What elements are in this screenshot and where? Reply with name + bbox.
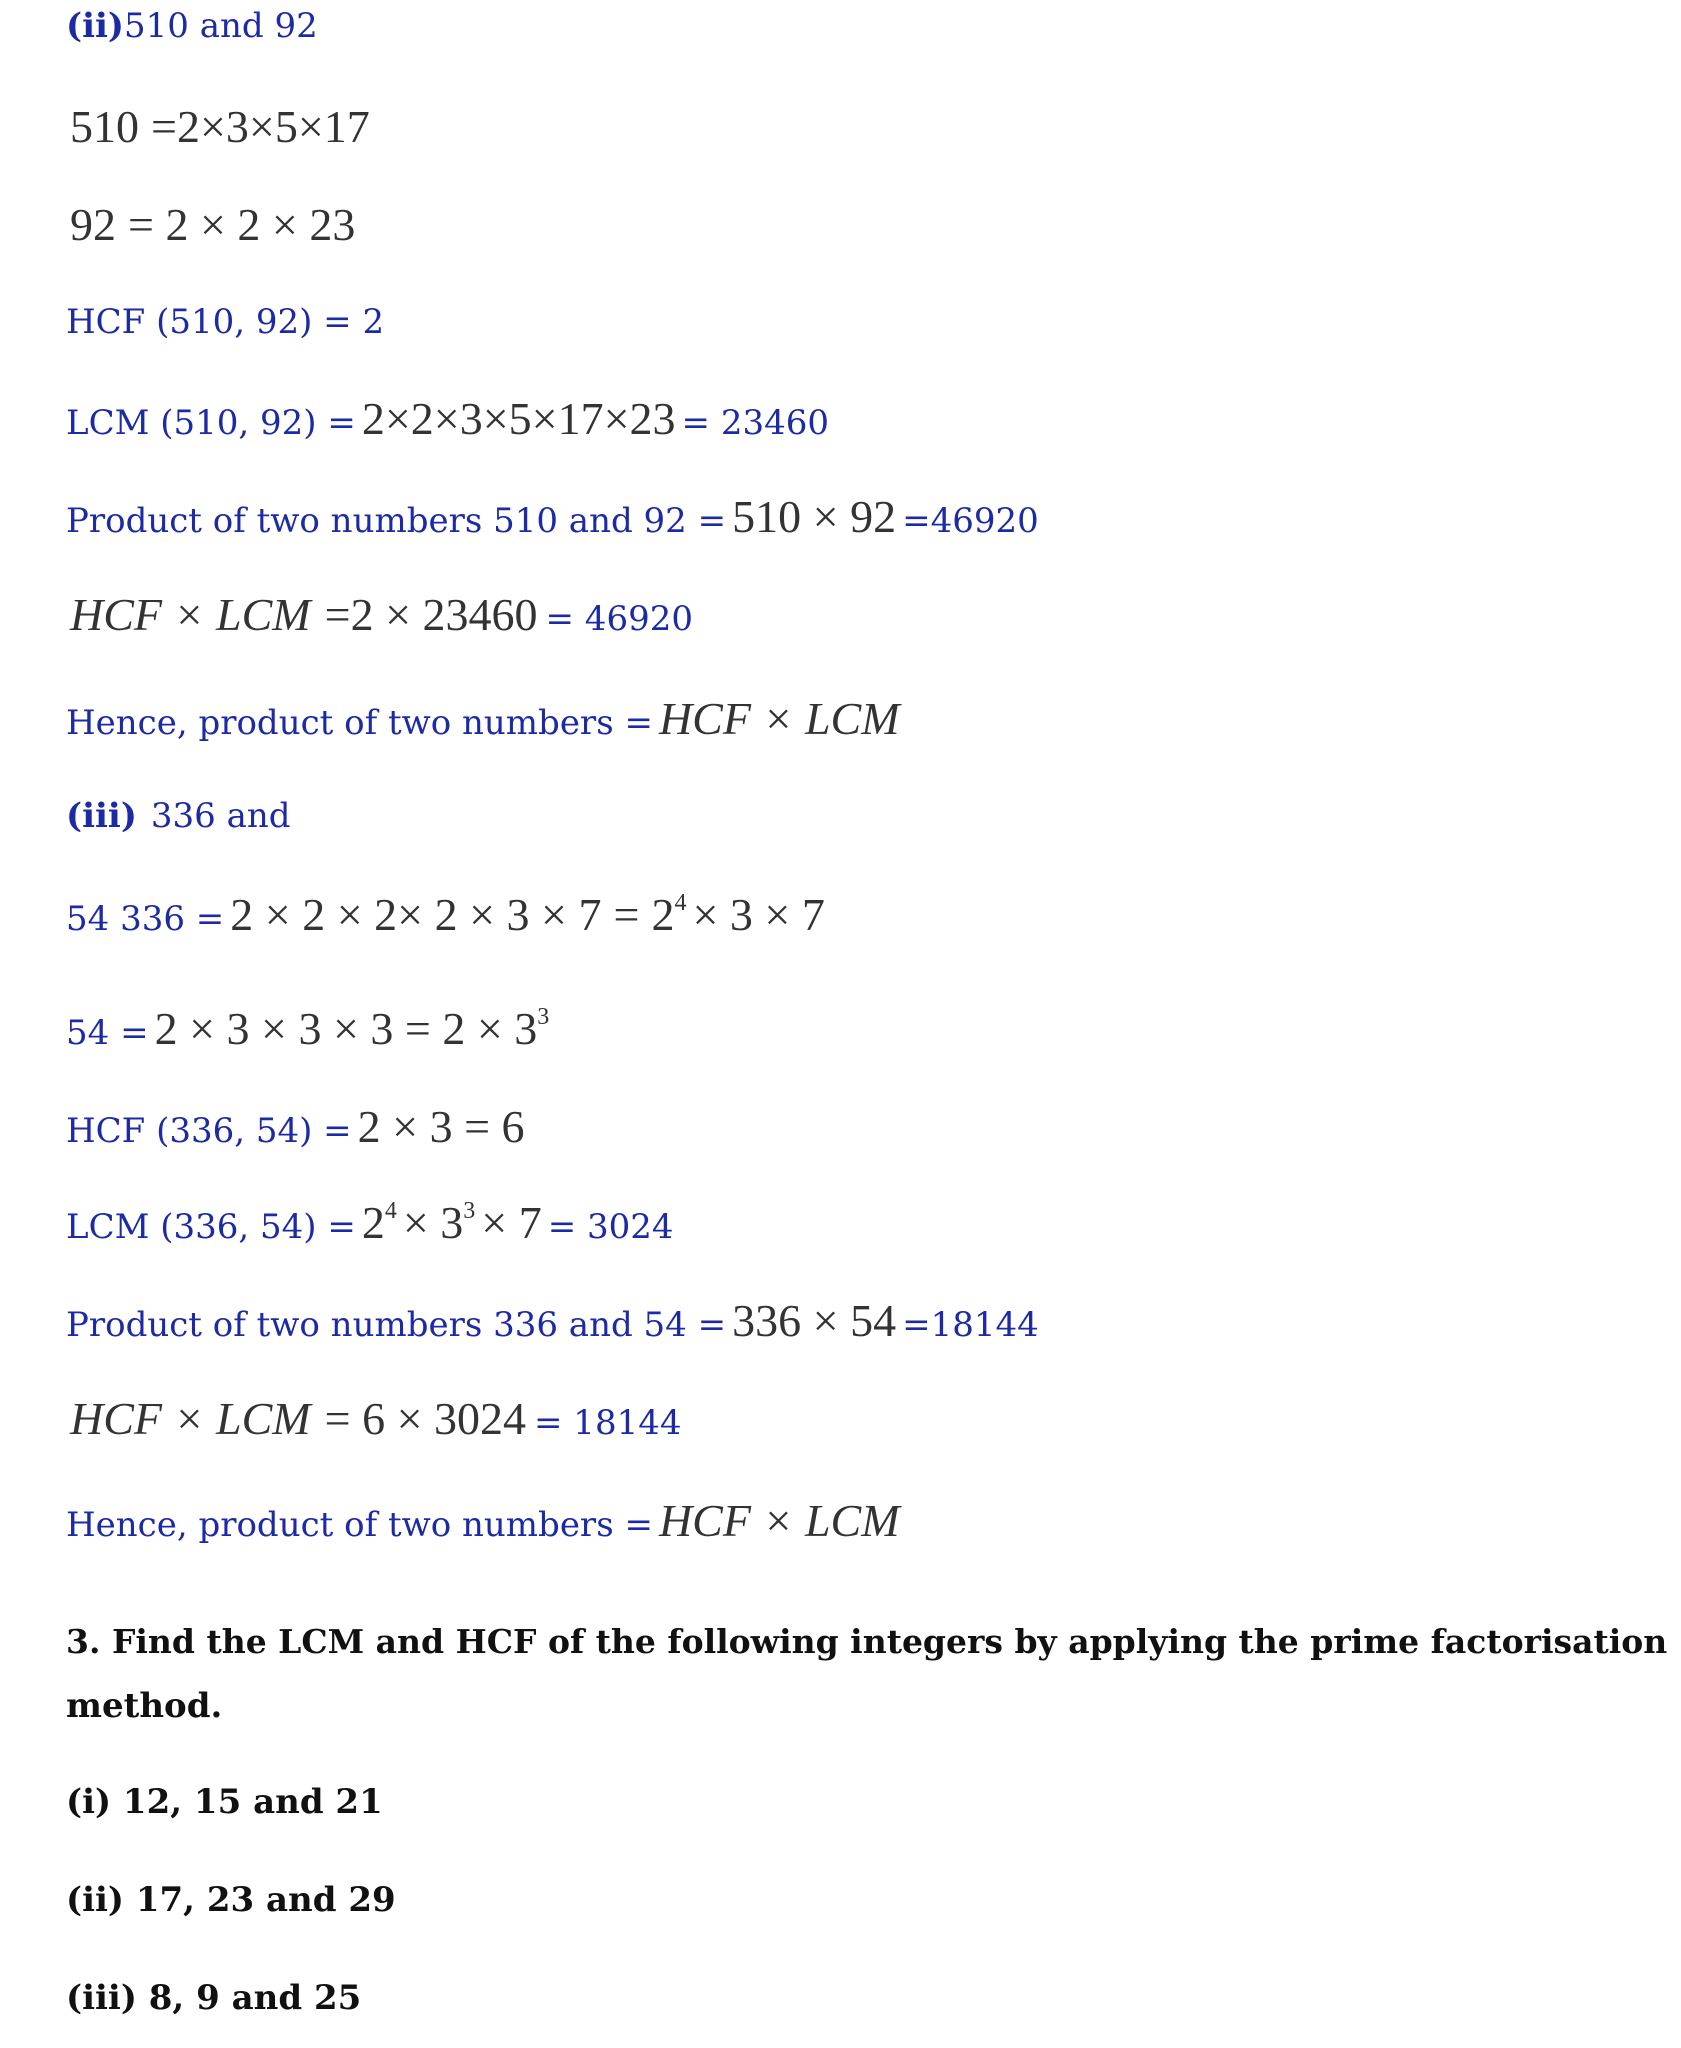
hcf-times-lcm-result-ii: = 46920 xyxy=(545,599,693,639)
part-iii-label: (iii) xyxy=(66,796,137,836)
factorisation-54-label: 54 = xyxy=(66,1013,149,1053)
product-510-92 xyxy=(66,490,1039,543)
hcf-336-54 xyxy=(66,1100,531,1153)
factorisation-336-base: $2^4$ xyxy=(651,889,687,940)
lcm-336-54-exponent-1: 4 xyxy=(384,1198,397,1224)
factorisation-54-expr: $2 \times 3 \times 3 \times 3 = 2 \times 3^3$ xyxy=(154,1003,550,1054)
lcm-510-92-label: LCM (510, 92) = xyxy=(66,403,356,443)
hcf-times-lcm-expr-ii: HCF × LCM xyxy=(70,589,311,640)
factorisation-336 xyxy=(66,888,831,941)
hcf-times-lcm-calc-iii: = 6 × 3024 xyxy=(324,1393,527,1444)
hcf-510-92-text: HCF (510, 92) = 2 xyxy=(66,302,385,342)
part-ii-heading xyxy=(66,6,318,46)
factorisation-336-eq: = xyxy=(613,889,640,940)
lcm-336-54-mid: × $3^3$ xyxy=(402,1197,476,1248)
hcf-times-lcm-expr-iii: HCF × LCM xyxy=(70,1393,311,1444)
hence-expr-iii: HCF × LCM xyxy=(658,1495,900,1546)
factorisation-510-rhs: =2×3×5×17 xyxy=(151,101,370,152)
question-3-item-ii-text: (ii) 17, 23 and 29 xyxy=(66,1880,396,1920)
document-page xyxy=(66,0,1668,2048)
question-3-item-i xyxy=(66,1782,383,1822)
lcm-336-54-base: $2^4$ xyxy=(361,1197,397,1248)
question-3-text-2: method. xyxy=(66,1686,223,1726)
hcf-times-lcm-result-iii: = 18144 xyxy=(534,1403,682,1443)
lcm-336-54 xyxy=(66,1196,674,1249)
hcf-times-lcm-336-54 xyxy=(66,1392,681,1445)
product-336-54 xyxy=(66,1294,1039,1347)
product-336-54-result: =18144 xyxy=(902,1305,1039,1345)
question-3-item-iii-text: (iii) 8, 9 and 25 xyxy=(66,1978,362,2018)
hence-statement-ii xyxy=(66,692,906,745)
lcm-336-54-label: LCM (336, 54) = xyxy=(66,1207,356,1247)
hcf-times-lcm-calc-ii: =2 × 23460 xyxy=(324,589,538,640)
product-336-54-label: Product of two numbers 336 and 54 = xyxy=(66,1305,727,1345)
question-3-item-i-text: (i) 12, 15 and 21 xyxy=(66,1782,383,1822)
factorisation-336-expr: 2 × 2 × 2× 2 × 3 × 7 xyxy=(230,889,602,940)
hcf-times-lcm-510-92 xyxy=(66,588,693,641)
question-3-item-ii xyxy=(66,1880,396,1920)
factorisation-510 xyxy=(66,100,376,153)
factorisation-336-exponent: 4 xyxy=(674,890,687,916)
factorisation-54 xyxy=(66,1002,555,1055)
factorisation-92-lhs: 92 xyxy=(70,199,116,250)
hence-label-iii: Hence, product of two numbers = xyxy=(66,1505,653,1545)
hcf-336-54-expr: 2 × 3 = 6 xyxy=(357,1101,525,1152)
hcf-336-54-label: HCF (336, 54) = xyxy=(66,1111,352,1151)
factorisation-92 xyxy=(66,198,361,251)
hence-label-ii: Hence, product of two numbers = xyxy=(66,703,653,743)
product-510-92-result: =46920 xyxy=(902,501,1039,541)
part-iii-heading xyxy=(66,796,291,836)
lcm-510-92-expr: 2×2×3×5×17×23 xyxy=(361,393,676,444)
hcf-510-92 xyxy=(66,302,384,342)
question-3-line-2 xyxy=(66,1686,222,1726)
product-510-92-expr: 510 × 92 xyxy=(732,491,897,542)
product-336-54-expr: 336 × 54 xyxy=(732,1295,897,1346)
question-3-item-iii xyxy=(66,1978,361,2018)
hence-expr-ii: HCF × LCM xyxy=(658,693,900,744)
part-iii-title: 336 and xyxy=(150,796,291,836)
factorisation-92-rhs: = 2 × 2 × 23 xyxy=(128,199,356,250)
lcm-510-92-result: = 23460 xyxy=(681,403,830,443)
part-ii-label: (ii) xyxy=(66,6,125,46)
product-510-92-label: Product of two numbers 510 and 92 = xyxy=(66,501,727,541)
hence-statement-iii xyxy=(66,1494,906,1547)
question-3-text-1: 3. Find the LCM and HCF of the following integers by applying the prime factorisation xyxy=(66,1622,1668,1661)
factorisation-336-label: 54 336 = xyxy=(66,899,225,939)
part-ii-title: 510 and 92 xyxy=(124,6,318,46)
lcm-336-54-exponent-2: 3 xyxy=(463,1198,476,1224)
lcm-336-54-result: = 3024 xyxy=(547,1207,674,1247)
factorisation-336-rest: × 3 × 7 xyxy=(692,889,825,940)
lcm-336-54-tail: × 7 xyxy=(481,1197,542,1248)
factorisation-510-lhs: 510 xyxy=(70,101,139,152)
question-3-line-1 xyxy=(66,1622,1667,1661)
factorisation-54-exponent: 3 xyxy=(537,1004,550,1030)
lcm-510-92 xyxy=(66,392,829,445)
